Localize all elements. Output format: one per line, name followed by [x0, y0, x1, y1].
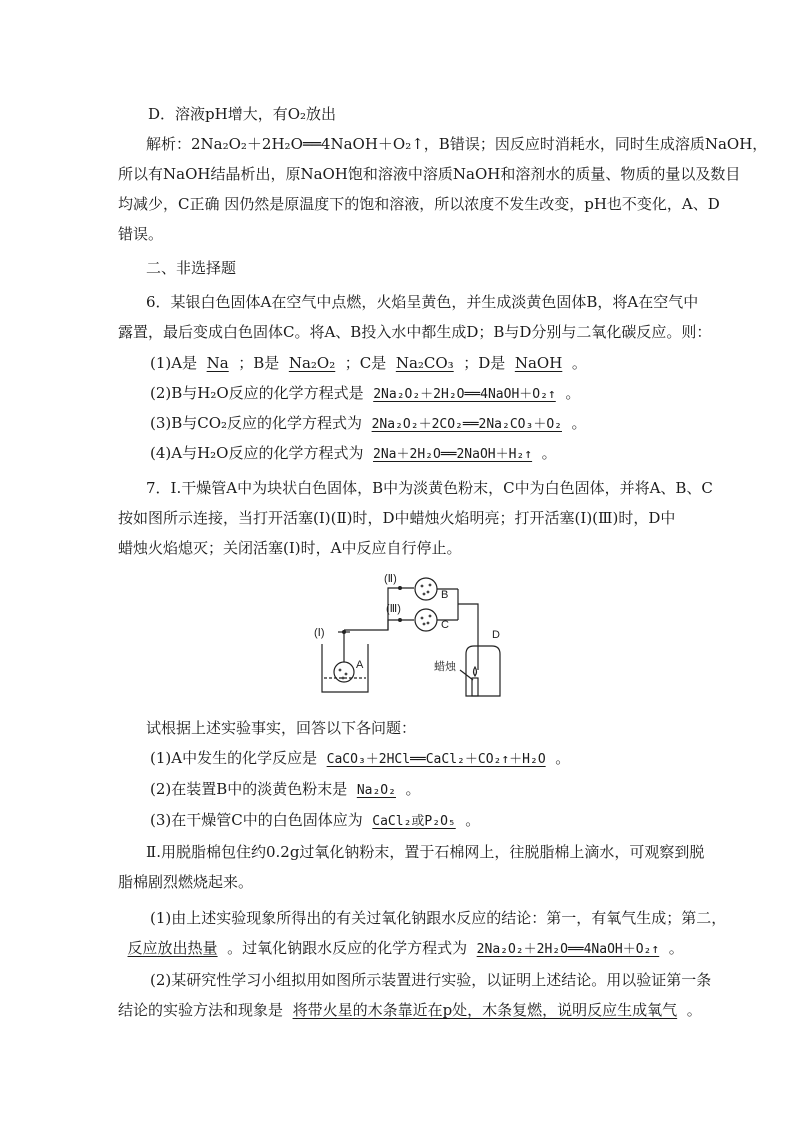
label-b: B	[441, 589, 449, 601]
q7-stem-3: 蜡烛火焰熄灭；关闭活塞(Ⅰ)时，A中反应自行停止。	[118, 539, 462, 557]
analysis-line-3: 均减少，C正确 因仍然是原温度下的饱和溶液，所以浓度不发生改变，pH也不变化，A、D	[118, 195, 720, 213]
candle-label: 蜡烛	[434, 661, 456, 673]
answer-b-powder: Na₂O₂	[356, 783, 396, 798]
analysis-line-4: 错误。	[118, 225, 164, 243]
valve-2-label: (Ⅱ)	[384, 574, 397, 585]
q6-stem-1: 6．某银白色固体A在空气中点燃，火焰呈黄色，并生成淡黄色固体B，将A在空气中	[146, 293, 699, 311]
label-a: A	[356, 659, 364, 671]
option-d: D．溶液pH增大，有O₂放出	[148, 105, 337, 123]
q6-sub3: (3)B与CO₂反应的化学方程式为 2Na₂O₂＋2CO₂══2Na₂CO₃＋O₂ 。	[150, 414, 587, 432]
q7-part2-sub1: (1)由上述实验现象所得出的有关过氧化钠跟水反应的结论：第一，有氧气生成；第二，	[150, 909, 727, 927]
q7-prompt: 试根据上述实验事实，回答以下各问题：	[146, 719, 417, 737]
answer-d: NaOH	[514, 354, 563, 372]
answer-equation: 2Na₂O₂＋2H₂O══4NaOH＋O₂↑	[476, 942, 660, 957]
valve-3-label: (Ⅲ)	[386, 603, 401, 615]
analysis-line-1: 解析：2Na₂O₂＋2H₂O══4NaOH＋O₂↑，B错误；因反应时消耗水，同时生成溶质NaOH，	[146, 135, 768, 153]
answer-b: Na₂O₂	[288, 354, 336, 372]
q7-stem-1: 7．Ⅰ.干燥管A中为块状白色固体，B中为淡黄色粉末，C中为白色固体，并将A、B、C	[146, 479, 713, 497]
section-heading: 二、非选择题	[146, 259, 237, 277]
q7-sub1: (1)A中发生的化学反应是 CaCO₃＋2HCl══CaCl₂＋CO₂↑＋H₂O 。	[150, 749, 571, 767]
q6-sub2: (2)B与H₂O反应的化学方程式是 2Na₂O₂＋2H₂O══4NaOH＋O₂↑ 。	[150, 384, 581, 402]
q7-part2-2: 脂棉剧烈燃烧起来。	[118, 873, 254, 891]
q7-stem-2: 按如图所示连接，当打开活塞(Ⅰ)(Ⅱ)时，D中蜡烛火焰明亮；打开活塞(Ⅰ)(Ⅲ)时，D中	[118, 509, 676, 527]
q7-sub3: (3)在干燥管C中的白色固体应为 CaCl₂或P₂O₅ 。	[150, 811, 481, 829]
analysis-line-2: 所以有NaOH结晶析出，原NaOH饱和溶液中溶质NaOH和溶剂水的质量、物质的量以及数目	[118, 165, 741, 183]
q7-part2-1: Ⅱ.用脱脂棉包住约0.2g过氧化钠粉末，置于石棉网上，往脱脂棉上滴水，可观察到脱	[146, 843, 705, 861]
answer-c-solid: CaCl₂或P₂O₅	[372, 814, 456, 829]
answer-oxygen-test: 将带火星的木条靠近在p处，木条复燃，说明反应生成氧气	[292, 1001, 678, 1019]
answer-equation: 2Na＋2H₂O══2NaOH＋H₂↑	[373, 447, 533, 462]
q7-part2-sub1-answer: 反应放出热量 。过氧化钠跟水反应的化学方程式为 2Na₂O₂＋2H₂O══4NaOH＋O₂↑ 。	[127, 939, 684, 957]
q6-sub1: (1)A是 Na ；B是 Na₂O₂ ；C是 Na₂CO₃ ；D是 NaOH 。	[150, 354, 587, 372]
label-c: C	[441, 619, 449, 631]
label-d: D	[492, 629, 500, 641]
answer-a: Na	[206, 354, 229, 372]
apparatus-diagram	[310, 574, 510, 698]
q7-part2-sub2-answer: 结论的实验方法和现象是 将带火星的木条靠近在p处，木条复燃，说明反应生成氧气 。	[118, 1001, 702, 1019]
q6-sub4: (4)A与H₂O反应的化学方程式为 2Na＋2H₂O══2NaOH＋H₂↑ 。	[150, 444, 557, 462]
answer-equation: 2Na₂O₂＋2CO₂══2Na₂CO₃＋O₂	[371, 417, 562, 432]
answer-equation: CaCO₃＋2HCl══CaCl₂＋CO₂↑＋H₂O	[326, 752, 546, 767]
answer-heat: 反应放出热量	[127, 939, 218, 957]
q7-sub2: (2)在装置B中的淡黄色粉末是 Na₂O₂ 。	[150, 780, 421, 798]
valve-1-label: (Ⅰ)	[314, 627, 325, 639]
answer-equation: 2Na₂O₂＋2H₂O══4NaOH＋O₂↑	[373, 387, 556, 402]
answer-c: Na₂CO₃	[395, 354, 454, 372]
q6-stem-2: 露置，最后变成白色固体C。将A、B投入水中都生成D；B与D分别与二氧化碳反应。则：	[118, 323, 712, 341]
q7-part2-sub2: (2)某研究性学习小组拟用如图所示装置进行实验，以证明上述结论。用以验证第一条	[150, 971, 712, 989]
